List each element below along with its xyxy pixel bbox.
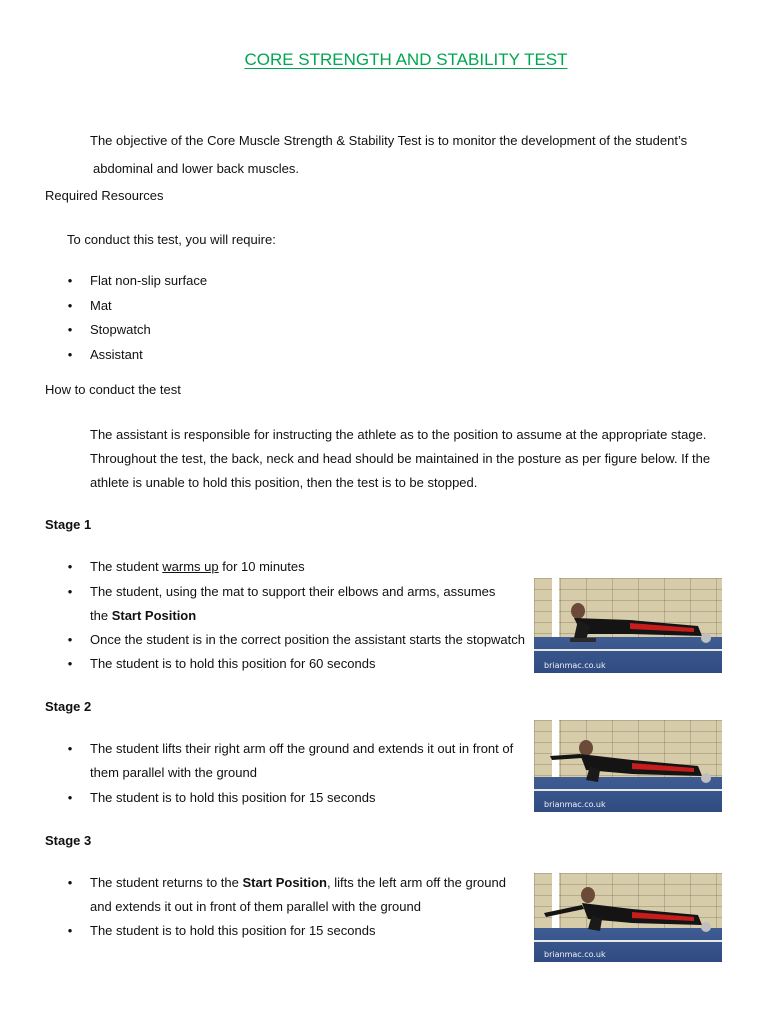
- bullet-icon: •: [67, 923, 73, 938]
- arm-raise-figure: [534, 873, 722, 962]
- stage3-heading: Stage 3: [45, 833, 92, 848]
- stage1-heading: Stage 1: [45, 517, 92, 532]
- how-line-2: Throughout the test, the back, neck and head should be maintained in the posture as per figure below. If the: [90, 451, 711, 466]
- bullet-icon: •: [67, 584, 73, 599]
- stage1-photo: [534, 578, 722, 673]
- resources-heading: Required Resources: [45, 188, 164, 203]
- bullet-icon: •: [67, 322, 73, 337]
- stage1-bullet-2-line2: [90, 608, 196, 624]
- stage1-bullet-3: Once the student is in the correct position the assistant starts the stopwatch: [90, 632, 526, 647]
- photo-credit: brianmac.co.uk: [544, 800, 606, 809]
- stage2-bullet-1-line2: them parallel with the ground: [90, 765, 257, 780]
- resources-lead: To conduct this test, you will require:: [67, 232, 276, 247]
- text-span: The student: [90, 559, 163, 574]
- intro-line-2: abdominal and lower back muscles.: [93, 161, 299, 176]
- start-position-term: Start Position: [242, 875, 327, 890]
- start-position-term: Start Position: [111, 608, 197, 623]
- text-span: The student returns to the: [90, 875, 243, 890]
- arm-raise-figure: [534, 720, 722, 812]
- photo-credit: brianmac.co.uk: [544, 950, 606, 959]
- bullet-icon: •: [67, 559, 73, 574]
- stage2-photo: [534, 720, 722, 812]
- list-item: Flat non-slip surface: [90, 273, 208, 288]
- how-heading: How to conduct the test: [45, 382, 181, 397]
- stage1-bullet-2-line1: The student, using the mat to support their elbows and arms, assumes: [90, 584, 496, 599]
- stage2-bullet-1-line1: The student lifts their right arm off the ground and extends it out in front of: [90, 741, 514, 756]
- how-line-3: athlete is unable to hold this position, then the test is to be stopped.: [90, 475, 478, 490]
- intro-line-1: The objective of the Core Muscle Strength & Stability Test is to monitor the development of the student’s: [90, 133, 688, 148]
- stage2-heading: Stage 2: [45, 699, 92, 714]
- list-item: Mat: [90, 298, 112, 313]
- bullet-icon: •: [67, 298, 73, 313]
- text-span: , lifts the left arm off the ground: [327, 875, 506, 890]
- page-title: CORE STRENGTH AND STABILITY TEST: [244, 50, 568, 69]
- stage1-bullet-4: The student is to hold this position for 60 seconds: [90, 656, 376, 671]
- bullet-icon: •: [67, 875, 73, 890]
- stage3-bullet-1-line2: and extends it out in front of them parallel with the ground: [90, 899, 421, 914]
- warms-up-link[interactable]: warms up: [162, 559, 219, 574]
- bullet-icon: •: [67, 790, 73, 805]
- stage3-bullet-1-line1: [90, 875, 506, 891]
- bullet-icon: •: [67, 347, 73, 362]
- bullet-icon: •: [67, 273, 73, 288]
- text-span: for 10 minutes: [218, 559, 305, 574]
- stage3-photo: [534, 873, 722, 962]
- text-span: the: [90, 608, 112, 623]
- how-line-1: The assistant is responsible for instructing the athlete as to the position to assume at the appropriate stage.: [90, 427, 707, 442]
- photo-credit: brianmac.co.uk: [544, 661, 606, 670]
- plank-figure: [534, 578, 722, 673]
- bullet-icon: •: [67, 741, 73, 756]
- stage2-bullet-2: The student is to hold this position for 15 seconds: [90, 790, 376, 805]
- stage1-bullet-1: [90, 559, 305, 575]
- list-item: Stopwatch: [90, 322, 151, 337]
- bullet-icon: •: [67, 632, 73, 647]
- stage3-bullet-2: The student is to hold this position for 15 seconds: [90, 923, 376, 938]
- list-item: Assistant: [90, 347, 143, 362]
- bullet-icon: •: [67, 656, 73, 671]
